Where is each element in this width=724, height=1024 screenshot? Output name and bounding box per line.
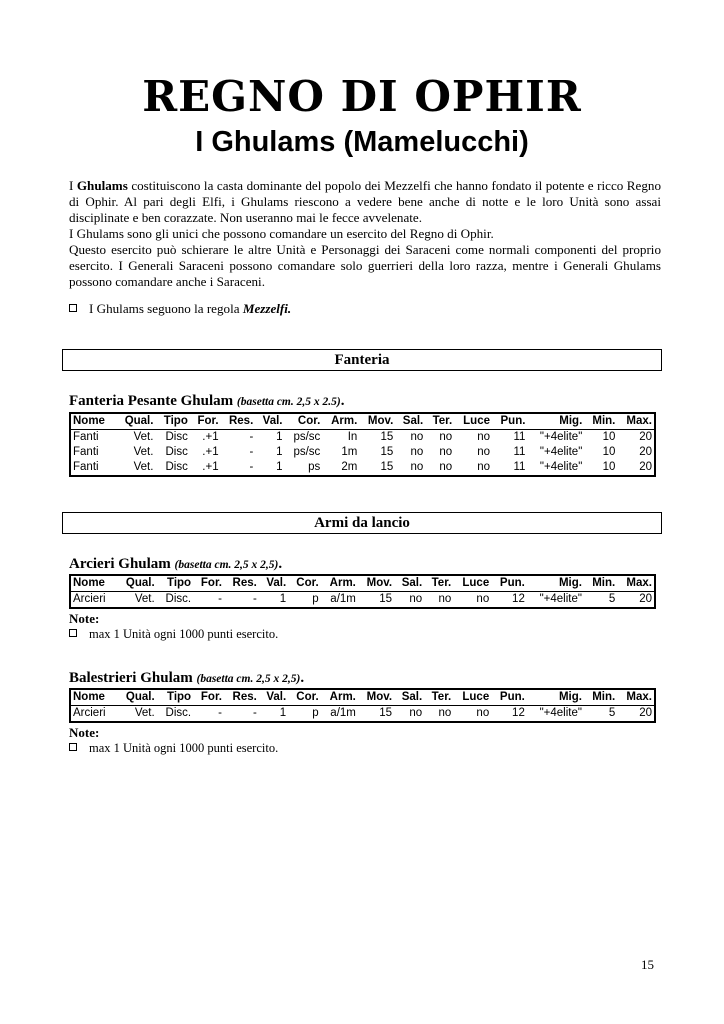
unit-title-fanteria-pesante: Fanteria Pesante Ghulam (basetta cm. 2,5 x 2.5). [69,393,345,409]
column-header: Ter. [425,413,454,430]
table-cell: ps/sc [293,431,321,443]
table-cell: no [410,461,424,473]
checkbox-bullet-icon [69,743,77,751]
table-cell: 20 [639,593,652,605]
table-row [70,592,655,609]
column-header: Mov. [358,575,394,592]
column-header: Val. [255,413,284,430]
table-cell: 15 [380,446,394,458]
page-number: 15 [641,957,654,972]
table-cell: 1m [341,446,358,458]
table-cell: no [438,707,452,719]
table-cell: 5 [608,707,616,719]
table-cell: 5 [608,593,616,605]
column-header: Pun. [491,575,527,592]
table-cell: Vet. [133,461,154,473]
table-cell: 10 [602,431,616,443]
table-header-row [70,689,655,706]
column-header: Min. [584,689,617,706]
table-cell: Arcieri [73,593,106,605]
column-header: Mov. [358,689,394,706]
column-header: Tipo [155,413,189,430]
table-cell: - [218,707,222,719]
column-header: Arm. [321,575,358,592]
column-header: Cor. [288,575,320,592]
table-cell: "+4elite" [539,461,583,473]
intro-paragraph-3: Questo esercito può schierare le altre Unità e Personaggi dei Saraceni come normali componenti del proprio esercito. I Generali Saraceni possono comandare solo guerrieri della loro razza, mentre i Generali Ghulams possono comandare anche i Saraceni. [69,242,661,289]
intro-paragraph-1: I Ghulams costituiscono la casta dominante del popolo dei Mezzelfi che hanno fondato il potente e ricco Regno di Ophir. Al pari degli Elfi, i Ghulams riescono a vedere bene anche di notte e le loro Unità sono assai disciplinate e ben corazzate. Non useranno mai le fecce avvelenate. [69,178,661,225]
intro-paragraph-2: I Ghulams sono gli unici che possono comandare un esercito del Regno di Ophir. [69,226,494,241]
column-header: Res. [221,413,256,430]
note-label-arcieri: Note: [69,611,100,626]
table-row [70,445,655,460]
table-cell: no [439,431,453,443]
table-cell: 11 [513,446,526,458]
column-header: Qual. [116,689,156,706]
table-cell: Vet. [133,431,154,443]
stats-table-balestrieri [69,688,656,723]
table-cell: 2m [341,461,358,473]
column-header: Luce [453,689,491,706]
unit-title-balestrieri: Balestrieri Ghulam (basetta cm. 2,5 x 2,5). [69,670,305,686]
table-cell: "+4elite" [539,593,582,605]
column-header: Cor. [288,689,320,706]
unit-title-arcieri: Arcieri Ghulam (basetta cm. 2,5 x 2,5). [69,556,283,572]
ghulams-bold: Ghulams [76,178,128,193]
column-header: Arm. [322,413,359,430]
table-cell: no [410,431,424,443]
table-cell: a/1m [330,593,356,605]
note-item-balestrieri: max 1 Unità ogni 1000 punti esercito. [69,741,278,756]
table-cell: 15 [380,461,394,473]
table-cell: 1 [276,446,283,458]
table-cell: no [439,461,453,473]
table-cell: - [253,593,257,605]
page-subtitle: I Ghulams (Mamelucchi) [195,126,529,158]
table-cell: a/1m [330,707,356,719]
table-header-row [70,575,655,592]
table-cell: no [409,707,423,719]
table-cell: ps/sc [293,446,321,458]
table-cell: Disc. [165,593,192,605]
table-cell: p [312,593,319,605]
column-header: For. [193,575,224,592]
column-header: Ter. [424,575,453,592]
column-header: For. [193,689,224,706]
table-cell: 12 [512,593,525,605]
column-header: Luce [454,413,492,430]
intro-text [69,178,661,290]
table-cell: 1 [279,707,287,719]
table-cell: 15 [379,707,393,719]
column-header: Nome [70,575,116,592]
table-cell: Fanti [73,446,99,458]
table-cell: - [253,707,257,719]
table-cell: no [477,446,490,458]
column-header: Mig. [527,413,584,430]
table-cell: .+1 [202,446,219,458]
column-header: Val. [259,575,288,592]
column-header: Val. [259,689,288,706]
column-header: Mig. [527,689,584,706]
column-header: Sal. [394,689,424,706]
column-header: Pun. [492,413,527,430]
column-header: Max. [617,413,655,430]
table-cell: .+1 [202,431,219,443]
column-header: Mig. [527,575,584,592]
section-fanteria: Fanteria [62,349,662,371]
rule-emphasis: Mezzelfi. [242,301,292,316]
table-cell: no [476,593,490,605]
column-header: Nome [70,413,115,430]
table-cell: Vet. [134,707,155,719]
table-cell: ps [308,461,321,473]
table-header-row [70,413,655,430]
table-cell: 1 [279,593,287,605]
table-cell: Disc. [165,707,192,719]
column-header: Max. [617,689,655,706]
column-header: Tipo [157,575,193,592]
table-cell: no [477,431,490,443]
table-cell: 12 [512,707,525,719]
column-header: Luce [453,575,491,592]
table-cell: "+4elite" [539,446,583,458]
table-cell: 20 [639,446,652,458]
column-header: Tipo [157,689,193,706]
column-header: Cor. [284,413,322,430]
column-header: Sal. [394,575,424,592]
rule-item: I Ghulams seguono la regola Mezzelfi. [69,301,291,317]
table-cell: 11 [513,431,526,443]
table-cell: Disc [165,461,188,473]
table-cell: 20 [639,707,652,719]
table-row [70,706,655,723]
column-header: Ter. [424,689,453,706]
table-cell: no [439,446,453,458]
column-header: For. [190,413,221,430]
column-header: Qual. [116,575,156,592]
stats-table-fanteria-pesante [69,412,656,477]
section-armi-da-lancio: Armi da lancio [62,512,662,534]
table-row [70,460,655,476]
table-cell: "+4elite" [539,707,582,719]
table-cell: Disc [165,431,188,443]
table-cell: 20 [639,431,652,443]
table-cell: 11 [513,461,526,473]
column-header: Nome [70,689,116,706]
checkbox-bullet-icon [69,629,77,637]
column-header: Min. [584,413,617,430]
column-header: Mov. [359,413,395,430]
column-header: Sal. [395,413,425,430]
table-cell: 1 [276,461,283,473]
note-label-balestrieri: Note: [69,725,100,740]
table-cell: 10 [602,461,616,473]
note-item-arcieri: max 1 Unità ogni 1000 punti esercito. [69,627,278,642]
column-header: Res. [224,575,259,592]
column-header: Arm. [321,689,358,706]
table-cell: no [409,593,423,605]
table-cell: no [410,446,424,458]
table-cell: no [476,707,490,719]
table-row [70,430,655,446]
table-cell: 15 [379,593,393,605]
column-header: Min. [584,575,617,592]
table-cell: 10 [602,446,616,458]
table-cell: no [438,593,452,605]
table-cell: - [249,446,254,458]
page-title: REGNO DI OPHIR [142,72,582,121]
column-header: Max. [617,575,655,592]
table-cell: 20 [639,461,652,473]
table-cell: no [477,461,490,473]
table-cell: 1 [276,431,283,443]
table-cell: Arcieri [73,707,106,719]
table-cell: - [218,593,222,605]
table-cell: Fanti [73,461,99,473]
table-cell: Vet. [133,446,154,458]
table-cell: p [312,707,319,719]
table-cell: "+4elite" [539,431,583,443]
table-cell: Fanti [73,431,99,443]
column-header: Res. [224,689,259,706]
table-cell: Disc [165,446,188,458]
table-cell: - [249,461,254,473]
table-cell: 15 [380,431,394,443]
table-cell: Vet. [134,593,155,605]
table-cell: In [347,431,358,443]
stats-table-arcieri [69,574,656,609]
checkbox-bullet-icon [69,304,77,312]
column-header: Qual. [115,413,155,430]
table-cell: - [249,431,254,443]
table-cell: .+1 [202,461,219,473]
column-header: Pun. [491,689,527,706]
